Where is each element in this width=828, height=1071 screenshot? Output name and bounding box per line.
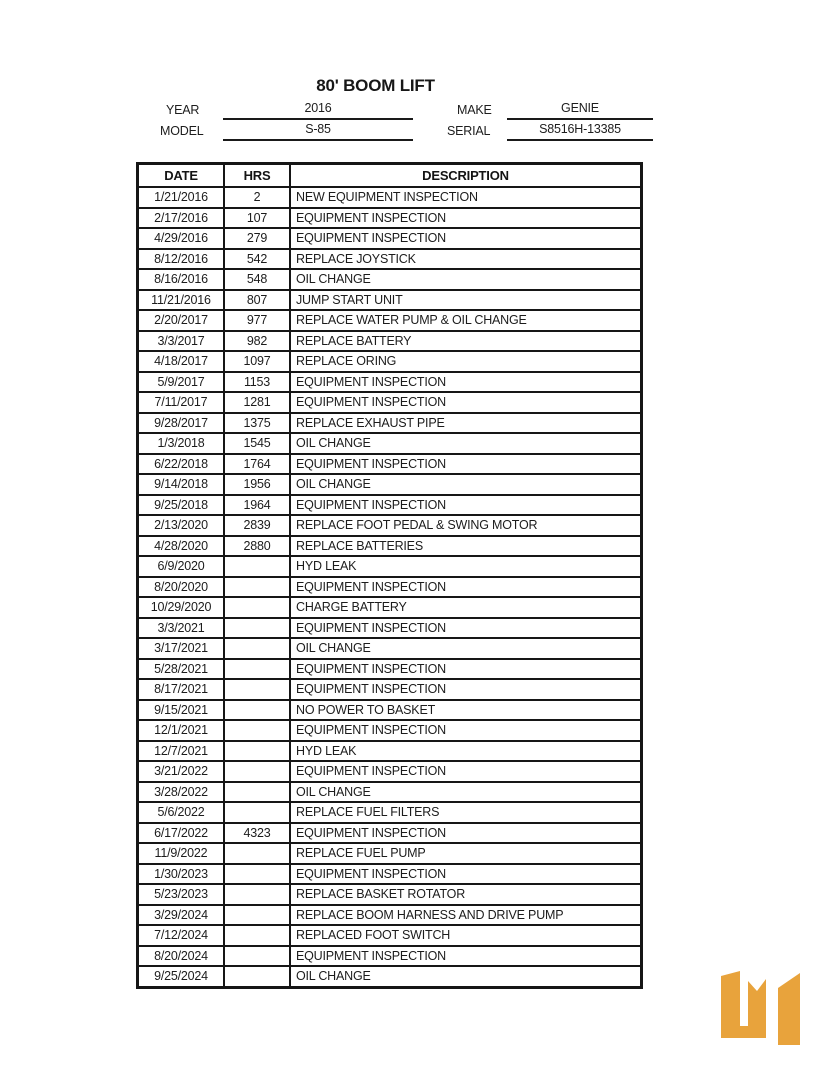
cell-date: 12/1/2021 <box>139 721 225 740</box>
table-row <box>139 576 640 597</box>
cell-description: NO POWER TO BASKET <box>296 702 436 717</box>
cell-description: REPLACE FUEL PUMP <box>296 846 426 861</box>
table-row <box>139 227 640 248</box>
cell-date: 6/17/2022 <box>139 824 225 843</box>
table-row <box>139 678 640 699</box>
cell-date: 3/17/2021 <box>139 639 225 658</box>
cell-hrs: 1764 <box>225 455 291 474</box>
cell-date: 8/16/2016 <box>139 270 225 289</box>
cell-hrs <box>225 639 291 658</box>
table-row <box>139 535 640 556</box>
cell-description: REPLACED FOOT SWITCH <box>296 928 451 943</box>
cell-hrs <box>225 598 291 617</box>
year-label: YEAR <box>166 103 200 117</box>
table-row <box>139 268 640 289</box>
table-row <box>139 883 640 904</box>
cell-hrs: 1956 <box>225 475 291 494</box>
table-row <box>139 801 640 822</box>
cell-date: 11/21/2016 <box>139 291 225 310</box>
table-row <box>139 248 640 269</box>
cell-hrs: 107 <box>225 209 291 228</box>
cell-hrs <box>225 701 291 720</box>
cell-description: REPLACE FOOT PEDAL & SWING MOTOR <box>296 518 538 533</box>
model-label: MODEL <box>160 124 204 138</box>
cell-date: 2/20/2017 <box>139 311 225 330</box>
cell-description: REPLACE EXHAUST PIPE <box>296 415 445 430</box>
cell-hrs <box>225 844 291 863</box>
serial-label: SERIAL <box>447 124 491 138</box>
cell-hrs <box>225 660 291 679</box>
cell-date: 9/14/2018 <box>139 475 225 494</box>
cell-hrs: 279 <box>225 229 291 248</box>
cell-date: 3/3/2017 <box>139 332 225 351</box>
cell-date: 5/28/2021 <box>139 660 225 679</box>
cell-description: JUMP START UNIT <box>296 292 403 307</box>
cell-description: REPLACE FUEL FILTERS <box>296 805 440 820</box>
cell-description: EQUIPMENT INSPECTION <box>296 395 446 410</box>
cell-description: OIL CHANGE <box>296 272 371 287</box>
cell-description: NEW EQUIPMENT INSPECTION <box>296 190 478 205</box>
cell-date: 2/17/2016 <box>139 209 225 228</box>
gold-mark-logo <box>713 963 808 1053</box>
cell-hrs <box>225 557 291 576</box>
cell-hrs: 1153 <box>225 373 291 392</box>
table-row <box>139 289 640 310</box>
cell-hrs <box>225 865 291 884</box>
cell-hrs <box>225 906 291 925</box>
cell-date: 9/28/2017 <box>139 414 225 433</box>
cell-description: EQUIPMENT INSPECTION <box>296 620 446 635</box>
cell-hrs: 807 <box>225 291 291 310</box>
table-row <box>139 617 640 638</box>
table-row <box>139 699 640 720</box>
cell-date: 3/21/2022 <box>139 762 225 781</box>
table-body <box>139 186 640 986</box>
cell-hrs <box>225 721 291 740</box>
cell-date: 9/25/2018 <box>139 496 225 515</box>
cell-hrs: 548 <box>225 270 291 289</box>
cell-hrs <box>225 967 291 986</box>
cell-description: EQUIPMENT INSPECTION <box>296 682 446 697</box>
table-row <box>139 494 640 515</box>
cell-date: 2/13/2020 <box>139 516 225 535</box>
column-header-date: DATE <box>139 165 225 186</box>
cell-date: 1/21/2016 <box>139 188 225 207</box>
cell-hrs <box>225 578 291 597</box>
maintenance-log-table <box>136 162 643 989</box>
year-value: 2016 <box>223 101 413 120</box>
cell-description: EQUIPMENT INSPECTION <box>296 456 446 471</box>
cell-description: REPLACE WATER PUMP & OIL CHANGE <box>296 313 527 328</box>
cell-date: 9/25/2024 <box>139 967 225 986</box>
table-row <box>139 924 640 945</box>
cell-description: EQUIPMENT INSPECTION <box>296 579 446 594</box>
cell-description: REPLACE BASKET ROTATOR <box>296 887 466 902</box>
table-row <box>139 781 640 802</box>
cell-hrs: 1545 <box>225 434 291 453</box>
cell-date: 8/12/2016 <box>139 250 225 269</box>
cell-hrs <box>225 783 291 802</box>
cell-hrs: 1964 <box>225 496 291 515</box>
column-header-description: DESCRIPTION <box>422 168 509 183</box>
table-row <box>139 207 640 228</box>
table-row <box>139 555 640 576</box>
table-row <box>139 719 640 740</box>
cell-description: HYD LEAK <box>296 559 357 574</box>
column-header-hrs: HRS <box>225 165 291 186</box>
cell-date: 10/29/2020 <box>139 598 225 617</box>
table-row <box>139 637 640 658</box>
cell-date: 4/29/2016 <box>139 229 225 248</box>
table-row <box>139 473 640 494</box>
cell-hrs <box>225 803 291 822</box>
cell-date: 9/15/2021 <box>139 701 225 720</box>
table-row <box>139 842 640 863</box>
cell-date: 5/6/2022 <box>139 803 225 822</box>
cell-hrs: 2839 <box>225 516 291 535</box>
table-row <box>139 350 640 371</box>
model-value: S-85 <box>223 122 413 141</box>
table-row <box>139 412 640 433</box>
cell-description: OIL CHANGE <box>296 436 371 451</box>
cell-hrs <box>225 619 291 638</box>
cell-hrs: 1281 <box>225 393 291 412</box>
cell-date: 3/3/2021 <box>139 619 225 638</box>
cell-description: REPLACE JOYSTICK <box>296 251 416 266</box>
page-title: 80' BOOM LIFT <box>316 76 435 95</box>
cell-description: EQUIPMENT INSPECTION <box>296 948 446 963</box>
make-label: MAKE <box>457 103 492 117</box>
cell-date: 3/28/2022 <box>139 783 225 802</box>
serial-value: S8516H-13385 <box>507 122 653 141</box>
logo-left-shape <box>721 971 766 1038</box>
table-row <box>139 309 640 330</box>
cell-description: EQUIPMENT INSPECTION <box>296 374 446 389</box>
cell-description: CHARGE BATTERY <box>296 600 407 615</box>
cell-description: EQUIPMENT INSPECTION <box>296 764 446 779</box>
cell-date: 1/30/2023 <box>139 865 225 884</box>
cell-date: 8/20/2020 <box>139 578 225 597</box>
cell-description: EQUIPMENT INSPECTION <box>296 231 446 246</box>
cell-hrs <box>225 885 291 904</box>
cell-date: 6/9/2020 <box>139 557 225 576</box>
make-value: GENIE <box>507 101 653 120</box>
table-row <box>139 965 640 986</box>
table-row <box>139 904 640 925</box>
cell-hrs: 1375 <box>225 414 291 433</box>
cell-date: 7/11/2017 <box>139 393 225 412</box>
cell-date: 5/9/2017 <box>139 373 225 392</box>
cell-hrs <box>225 762 291 781</box>
table-row <box>139 945 640 966</box>
table-row <box>139 186 640 207</box>
cell-hrs <box>225 680 291 699</box>
cell-hrs: 1097 <box>225 352 291 371</box>
table-row <box>139 863 640 884</box>
cell-description: EQUIPMENT INSPECTION <box>296 723 446 738</box>
cell-date: 6/22/2018 <box>139 455 225 474</box>
cell-date: 5/23/2023 <box>139 885 225 904</box>
cell-description: REPLACE BATTERY <box>296 333 412 348</box>
cell-date: 11/9/2022 <box>139 844 225 863</box>
cell-date: 3/29/2024 <box>139 906 225 925</box>
table-row <box>139 760 640 781</box>
cell-hrs: 542 <box>225 250 291 269</box>
cell-description: OIL CHANGE <box>296 969 371 984</box>
cell-hrs <box>225 947 291 966</box>
cell-hrs: 2 <box>225 188 291 207</box>
cell-description: EQUIPMENT INSPECTION <box>296 210 446 225</box>
cell-hrs: 982 <box>225 332 291 351</box>
table-row <box>139 822 640 843</box>
cell-date: 8/17/2021 <box>139 680 225 699</box>
cell-description: REPLACE BATTERIES <box>296 538 423 553</box>
table-row <box>139 453 640 474</box>
cell-description: EQUIPMENT INSPECTION <box>296 825 446 840</box>
cell-description: OIL CHANGE <box>296 641 371 656</box>
cell-hrs <box>225 742 291 761</box>
cell-hrs: 977 <box>225 311 291 330</box>
cell-description: REPLACE BOOM HARNESS AND DRIVE PUMP <box>296 907 564 922</box>
table-header-row <box>139 165 640 186</box>
cell-date: 1/3/2018 <box>139 434 225 453</box>
table-row <box>139 391 640 412</box>
cell-hrs <box>225 926 291 945</box>
cell-description: OIL CHANGE <box>296 784 371 799</box>
logo-right-shape <box>778 973 800 1045</box>
table-row <box>139 330 640 351</box>
table-row <box>139 740 640 761</box>
cell-date: 4/18/2017 <box>139 352 225 371</box>
cell-date: 7/12/2024 <box>139 926 225 945</box>
cell-date: 12/7/2021 <box>139 742 225 761</box>
table-row <box>139 514 640 535</box>
cell-description: EQUIPMENT INSPECTION <box>296 661 446 676</box>
cell-hrs: 2880 <box>225 537 291 556</box>
cell-date: 4/28/2020 <box>139 537 225 556</box>
cell-description: OIL CHANGE <box>296 477 371 492</box>
cell-description: EQUIPMENT INSPECTION <box>296 866 446 881</box>
cell-description: EQUIPMENT INSPECTION <box>296 497 446 512</box>
cell-description: REPLACE ORING <box>296 354 397 369</box>
cell-date: 8/20/2024 <box>139 947 225 966</box>
table-row <box>139 371 640 392</box>
cell-description: HYD LEAK <box>296 743 357 758</box>
table-row <box>139 432 640 453</box>
table-row <box>139 658 640 679</box>
table-row <box>139 596 640 617</box>
cell-hrs: 4323 <box>225 824 291 843</box>
